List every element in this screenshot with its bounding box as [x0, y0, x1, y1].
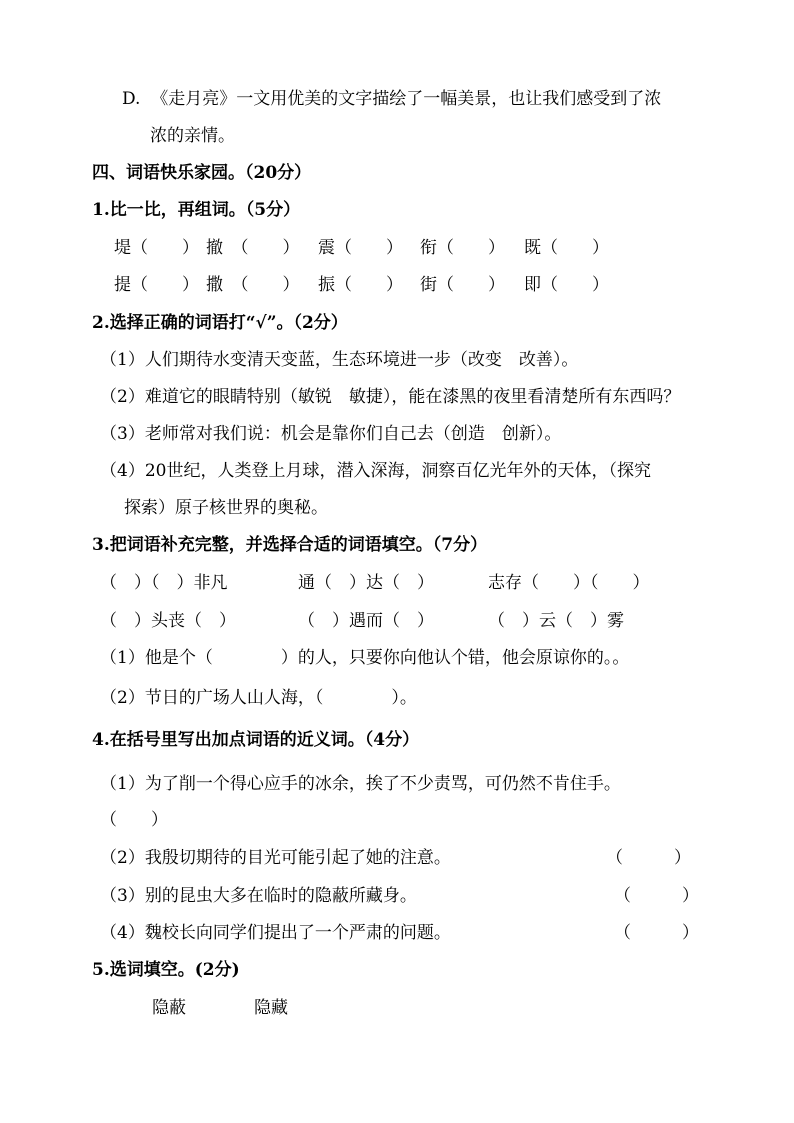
- q1-cell: 街（ ）: [420, 275, 505, 295]
- q1-cell: 衔（ ）: [420, 238, 505, 258]
- q1-cell: 即（ ）: [524, 275, 609, 295]
- q2-item: （3）老师常对我们说：机会是靠你们自己去（创造 创新）。: [100, 424, 562, 444]
- q3-idiom: （ ）云（ ）雾: [488, 611, 624, 631]
- q2-title: 2.选择正确的词语打“√”。（2分）: [92, 313, 348, 333]
- q1-title: 1.比一比，再组词。（5分）: [92, 200, 301, 220]
- q2-item: （2）难道它的眼睛特别（敏锐 敏捷），能在漆黑的夜里看清楚所有东西吗？: [100, 387, 681, 407]
- q2-item-continued: 探索）原子核世界的奥秘。: [124, 498, 328, 518]
- q3-title: 3.把词语补充完整，并选择合适的词语填空。（7分）: [92, 535, 488, 555]
- q2-item: （4）20世纪，人类登上月球，潜入深海，洞察百亿光年外的天体，（探究: [100, 461, 651, 481]
- q4-item-blank: （ ）: [100, 810, 168, 830]
- q5-word: 隐蔽: [152, 998, 186, 1018]
- q1-cell: 既（ ）: [524, 238, 609, 258]
- q4-item-text: （2）我殷切期待的目光可能引起了她的注意。: [100, 848, 451, 868]
- q5-title: 5.选词填空。(2分): [92, 960, 240, 980]
- option-d-line-1: D. 《走月亮》一文用优美的文字描绘了一幅美景，也让我们感受到了浓: [122, 89, 662, 109]
- q4-item-blank: （ ）: [606, 848, 691, 868]
- q4-item-blank: （ ）: [614, 923, 699, 943]
- option-d-line-2: 浓的亲情。: [150, 126, 235, 146]
- q4-item-text: （4）魏校长向同学们提出了一个严肃的问题。: [100, 923, 451, 943]
- q4-item-text: （1）为了削一个得心应手的冰余，挨了不少责骂，可仍然不肯住手。: [100, 774, 621, 794]
- q1-cell: 提（ ）: [114, 275, 199, 295]
- q3-idiom: （ ）遇而（ ）: [298, 611, 434, 631]
- q1-cell: 撒 （ ）: [206, 275, 300, 295]
- q4-title: 4.在括号里写出加点词语的近义词。（4分）: [92, 730, 420, 750]
- q4-item-blank: （ ）: [614, 886, 699, 906]
- q1-cell: 振（ ）: [318, 275, 403, 295]
- section-title: 四、词语快乐家园。（20分）: [92, 163, 312, 183]
- q5-word: 隐藏: [254, 998, 288, 1018]
- q3-idiom: （ ）（ ）非凡: [100, 573, 228, 593]
- q3-idiom: 通（ ）达（ ）: [298, 573, 434, 593]
- q3-idiom: （ ）头丧（ ）: [100, 611, 236, 631]
- q2-item: （1）人们期待水变清天变蓝，生态环境进一步（改变 改善）。: [100, 350, 579, 370]
- q1-cell: 堤（ ）: [114, 238, 199, 258]
- q3-sentence: （2）节日的广场人山人海，（ ）。: [100, 688, 417, 708]
- q3-idiom: 志存（ ）（ ）: [488, 573, 650, 593]
- q3-sentence: （1）他是个（ ）的人，只要你向他认个错，他会原谅你的。。: [100, 648, 630, 668]
- q1-cell: 撤 （ ）: [206, 238, 300, 258]
- q4-item-text: （3）别的昆虫大多在临时的隐蔽所藏身。: [100, 886, 417, 906]
- q1-cell: 震（ ）: [318, 238, 403, 258]
